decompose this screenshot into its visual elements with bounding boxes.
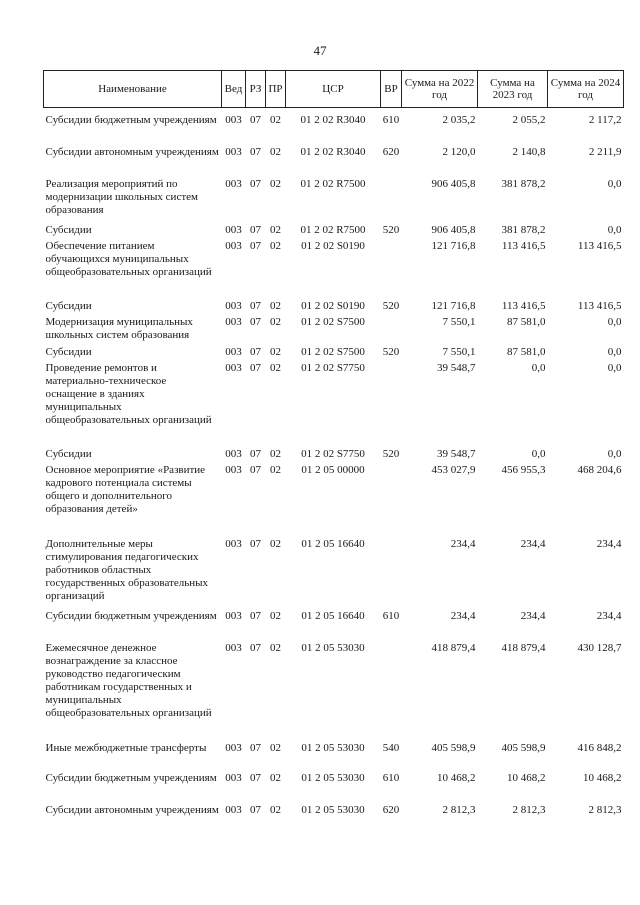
table-row [44, 448, 624, 464]
row-csr: 01 2 02 R7500 [300, 178, 366, 190]
row-rz: 07 [250, 538, 261, 550]
row-sum-2023: 87 581,0 [507, 316, 546, 328]
row-sum-2024: 113 416,5 [577, 240, 622, 252]
row-vr [381, 240, 402, 300]
table-row [44, 538, 624, 610]
row-vr: 620 [382, 804, 400, 816]
table-row [44, 316, 624, 346]
row-rz: 07 [250, 448, 261, 460]
row-vr [381, 316, 402, 346]
row-name: Ежемесячное денежное вознаграждение за классное руководство педагогическим работникам государственных и муниципальных общеобразовательных организаций [45, 642, 212, 719]
row-vr: 520 [382, 224, 400, 236]
row-pr: 02 [270, 178, 281, 190]
row-rz: 07 [250, 362, 261, 374]
row-name: Модернизация муниципальных школьных систем образования [45, 316, 193, 341]
row-sum-2022: 418 879,4 [431, 642, 476, 654]
row-sum-2024: 416 848,2 [577, 742, 622, 754]
row-pr: 02 [270, 316, 281, 328]
row-csr: 01 2 02 S7500 [301, 346, 365, 358]
table-row [44, 642, 624, 742]
row-ved: 003 [225, 316, 242, 328]
row-rz: 07 [250, 316, 261, 328]
row-name: Основное мероприятие «Развитие кадрового потенциала системы общего и дополнительного образования детей» [45, 464, 206, 515]
header-sum-2023: Сумма на 2023 год [478, 71, 548, 108]
header-vr: ВР [381, 71, 402, 108]
row-sum-2024: 2 117,2 [588, 114, 622, 126]
row-sum-2022: 234,4 [450, 610, 476, 622]
row-pr: 02 [270, 772, 281, 784]
row-csr: 01 2 05 53030 [301, 742, 365, 754]
table-row [44, 114, 624, 146]
table-row [44, 346, 624, 362]
row-name: Субсидии автономным учреждениям [45, 804, 219, 816]
row-sum-2022: 405 598,9 [431, 742, 476, 754]
row-sum-2024: 0,0 [607, 224, 622, 236]
row-pr: 02 [270, 146, 281, 158]
row-pr: 02 [270, 448, 281, 460]
row-sum-2023: 113 416,5 [501, 300, 546, 312]
row-rz: 07 [250, 772, 261, 784]
budget-table [43, 70, 624, 836]
row-sum-2022: 39 548,7 [437, 448, 476, 460]
table-row [44, 178, 624, 224]
row-vr: 610 [382, 772, 400, 784]
row-sum-2023: 10 468,2 [507, 772, 546, 784]
row-sum-2024: 0,0 [607, 448, 622, 460]
row-sum-2022: 2 035,2 [442, 114, 476, 126]
table-row [44, 610, 624, 642]
row-sum-2024: 2 812,3 [588, 804, 622, 816]
row-ved: 003 [225, 610, 242, 622]
table-row [44, 804, 624, 836]
row-rz: 07 [250, 346, 261, 358]
row-sum-2023: 0,0 [531, 448, 546, 460]
row-sum-2023: 405 598,9 [501, 742, 546, 754]
row-sum-2024: 10 468,2 [583, 772, 622, 784]
header-sum-2024: Сумма на 2024 год [548, 71, 624, 108]
row-sum-2023: 418 879,4 [501, 642, 546, 654]
row-sum-2024: 2 211,9 [588, 146, 622, 158]
row-sum-2022: 121 716,8 [431, 300, 476, 312]
header-csr: ЦСР [286, 71, 381, 108]
row-vr [381, 538, 402, 610]
row-sum-2023: 381 878,2 [501, 224, 546, 236]
row-pr: 02 [270, 224, 281, 236]
row-sum-2022: 7 550,1 [442, 346, 476, 358]
row-pr: 02 [270, 804, 281, 816]
row-ved: 003 [225, 464, 242, 476]
row-rz: 07 [250, 224, 261, 236]
row-ved: 003 [225, 240, 242, 252]
row-vr: 620 [382, 146, 400, 158]
row-name: Обеспечение питанием обучающихся муниципальных общеобразовательных организаций [45, 240, 212, 278]
row-rz: 07 [250, 114, 261, 126]
row-ved: 003 [225, 772, 242, 784]
row-csr: 01 2 05 16640 [301, 538, 365, 550]
row-ved: 003 [225, 804, 242, 816]
table-row [44, 772, 624, 804]
row-pr: 02 [270, 538, 281, 550]
row-pr: 02 [270, 346, 281, 358]
table-row [44, 362, 624, 448]
table-row [44, 146, 624, 178]
header-ved: Вед [222, 71, 246, 108]
row-sum-2023: 234,4 [520, 610, 546, 622]
row-ved: 003 [225, 114, 242, 126]
row-rz: 07 [250, 300, 261, 312]
row-vr: 540 [382, 742, 400, 754]
row-csr: 01 2 02 R3040 [300, 146, 366, 158]
table-header [44, 71, 624, 108]
table-body [44, 108, 624, 837]
row-rz: 07 [250, 642, 261, 654]
row-sum-2022: 234,4 [450, 538, 476, 550]
row-rz: 07 [250, 804, 261, 816]
row-sum-2022: 906 405,8 [431, 224, 476, 236]
table-row [44, 742, 624, 772]
row-sum-2022: 453 027,9 [431, 464, 476, 476]
header-rz: РЗ [246, 71, 266, 108]
row-vr [381, 362, 402, 448]
row-name: Проведение ремонтов и материально-техническое оснащение в зданиях муниципальных общеобразовательных организаций [45, 362, 212, 426]
row-sum-2024: 234,4 [596, 610, 622, 622]
row-csr: 01 2 02 R3040 [300, 114, 366, 126]
table-row [44, 240, 624, 300]
row-ved: 003 [225, 362, 242, 374]
row-name: Субсидии бюджетным учреждениям [45, 772, 217, 784]
table-row [44, 464, 624, 538]
row-name: Субсидии автономным учреждениям [45, 146, 219, 158]
row-name: Субсидии [45, 300, 92, 312]
row-sum-2024: 468 204,6 [577, 464, 622, 476]
row-rz: 07 [250, 742, 261, 754]
row-vr [381, 642, 402, 742]
row-ved: 003 [225, 346, 242, 358]
row-ved: 003 [225, 178, 242, 190]
row-name: Иные межбюджетные трансферты [45, 742, 207, 754]
row-name: Субсидии [45, 224, 92, 236]
row-sum-2022: 2 812,3 [442, 804, 476, 816]
row-pr: 02 [270, 300, 281, 312]
row-name: Дополнительные меры стимулирования педагогических работников областных государственных образовательных организаций [45, 538, 209, 602]
table-row [44, 300, 624, 316]
row-sum-2022: 2 120,0 [442, 146, 476, 158]
row-csr: 01 2 02 R7500 [300, 224, 366, 236]
row-ved: 003 [225, 538, 242, 550]
row-sum-2024: 0,0 [607, 178, 622, 190]
row-vr [381, 178, 402, 224]
header-sum-2022: Сумма на 2022 год [402, 71, 478, 108]
row-sum-2022: 10 468,2 [437, 772, 476, 784]
row-ved: 003 [225, 642, 242, 654]
row-vr: 520 [382, 346, 400, 358]
row-sum-2023: 234,4 [520, 538, 546, 550]
row-rz: 07 [250, 146, 261, 158]
row-name: Реализация мероприятий по модернизации школьных систем образования [45, 178, 198, 216]
row-sum-2024: 0,0 [607, 362, 622, 374]
row-sum-2023: 456 955,3 [501, 464, 546, 476]
page-number: 47 [313, 43, 327, 58]
row-csr: 01 2 05 00000 [301, 464, 365, 476]
header-name: Наименование [44, 71, 222, 108]
row-sum-2023: 381 878,2 [501, 178, 546, 190]
row-csr: 01 2 05 53030 [301, 804, 365, 816]
row-ved: 003 [225, 146, 242, 158]
row-ved: 003 [225, 224, 242, 236]
row-csr: 01 2 05 53030 [301, 642, 365, 654]
row-ved: 003 [225, 742, 242, 754]
row-vr: 520 [382, 300, 400, 312]
row-vr: 610 [382, 610, 400, 622]
row-sum-2024: 234,4 [596, 538, 622, 550]
row-sum-2024: 0,0 [607, 346, 622, 358]
row-sum-2024: 113 416,5 [577, 300, 622, 312]
row-name: Субсидии [45, 346, 92, 358]
table-row [44, 224, 624, 240]
row-sum-2022: 39 548,7 [437, 362, 476, 374]
row-sum-2022: 121 716,8 [431, 240, 476, 252]
row-pr: 02 [270, 742, 281, 754]
row-rz: 07 [250, 464, 261, 476]
row-csr: 01 2 02 S7750 [301, 448, 365, 460]
row-vr: 520 [382, 448, 400, 460]
row-sum-2023: 0,0 [531, 362, 546, 374]
row-csr: 01 2 02 S7500 [301, 316, 365, 328]
row-csr: 01 2 02 S7750 [301, 362, 365, 374]
row-pr: 02 [270, 610, 281, 622]
row-pr: 02 [270, 362, 281, 374]
header-pr: ПР [266, 71, 286, 108]
row-pr: 02 [270, 240, 281, 252]
row-vr [381, 464, 402, 538]
row-ved: 003 [225, 448, 242, 460]
row-rz: 07 [250, 240, 261, 252]
row-pr: 02 [270, 114, 281, 126]
row-csr: 01 2 02 S0190 [301, 240, 365, 252]
row-csr: 01 2 05 16640 [301, 610, 365, 622]
row-csr: 01 2 02 S0190 [301, 300, 365, 312]
row-sum-2024: 430 128,7 [577, 642, 622, 654]
row-sum-2024: 0,0 [607, 316, 622, 328]
row-pr: 02 [270, 464, 281, 476]
row-csr: 01 2 05 53030 [301, 772, 365, 784]
row-rz: 07 [250, 178, 261, 190]
row-sum-2023: 87 581,0 [507, 346, 546, 358]
row-sum-2022: 906 405,8 [431, 178, 476, 190]
row-sum-2023: 2 055,2 [512, 114, 546, 126]
row-name: Субсидии бюджетным учреждениям [45, 610, 217, 622]
row-sum-2023: 2 140,8 [512, 146, 546, 158]
row-sum-2023: 2 812,3 [512, 804, 546, 816]
row-vr: 610 [382, 114, 400, 126]
row-pr: 02 [270, 642, 281, 654]
row-rz: 07 [250, 610, 261, 622]
row-name: Субсидии [45, 448, 92, 460]
row-ved: 003 [225, 300, 242, 312]
row-sum-2022: 7 550,1 [442, 316, 476, 328]
row-sum-2023: 113 416,5 [501, 240, 546, 252]
row-name: Субсидии бюджетным учреждениям [45, 114, 217, 126]
